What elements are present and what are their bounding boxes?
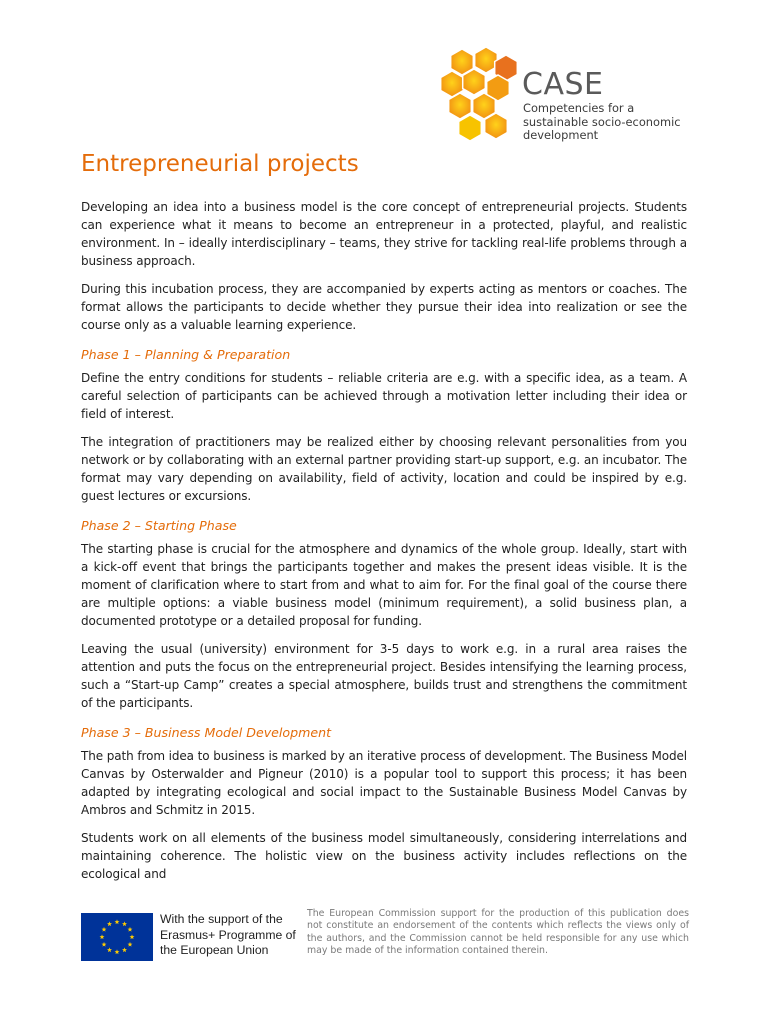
phase-1-heading: Phase 1 – Planning & Preparation [81, 347, 291, 362]
phase-2-paragraph: The starting phase is crucial for the atmosphere and dynamics of the whole group. Ideally, start with a kick-off event that brings the participants together and makes the present ideas visible. It is the moment of clarification where to start from and what to aim for. For the final goal of the course there are multiple options: a viable business model (minimum requirement), a solid business plan, a documented prototype or a detailed proposal for funding. [81, 542, 687, 628]
phase-3-paragraph: Students work on all elements of the business model simultaneously, considering interrelations and maintaining coherence. The holistic view on the business activity includes reflections on the ecological and [81, 831, 687, 881]
case-logo [440, 44, 690, 144]
phase-2-heading: Phase 2 – Starting Phase [81, 518, 237, 533]
intro-paragraph: During this incubation process, they are accompanied by experts acting as mentors or coaches. The format allows the participants to decide whether they pursue their idea into realization or see the course only as a valuable learning experience. [81, 282, 687, 332]
page-footer [81, 906, 691, 966]
phase-1-paragraph: The integration of practitioners may be realized either by choosing relevant personalities from you network or by collaborating with an external partner providing start-up support, e.g. an incubator. The format may vary depending on availability, field of activity, location and could be inspired by e.g. guest lectures or excursions. [81, 435, 687, 503]
honeycomb-logo-icon [440, 44, 522, 144]
logo-name: CASE [522, 67, 604, 102]
phase-3-paragraph: The path from idea to business is marked by an iterative process of development. The Business Model Canvas by Osterwalder and Pigneur (2010) is a popular tool to support this process; it has been adapted by integrating ecological and social impact to the Sustainable Business Model Canvas by Ambros and Schmitz in 2015. [81, 749, 687, 817]
intro-paragraph: Developing an idea into a business model is the core concept of entrepreneurial projects. Students can experience what it means to become an entrepreneur in a protected, playful, and realistic environment. In – ideally interdisciplinary – teams, they strive for tackling real-life problems through a business approach. [81, 200, 687, 268]
document-body [81, 198, 687, 893]
phase-1-paragraph: Define the entry conditions for students – reliable criteria are e.g. with a specific idea, as a team. A careful selection of participants can be achieved through a motivation letter including their idea or field of interest. [81, 371, 687, 421]
logo-hexagon [463, 69, 486, 95]
logo-hexagon [449, 93, 472, 119]
phase-3-heading: Phase 3 – Business Model Development [81, 725, 332, 740]
phase-2-paragraph: Leaving the usual (university) environment for 3-5 days to work e.g. in a rural area raises the attention and puts the focus on the entrepreneurial project. Besides intensifying the learning process, such a “Start-up Camp” creates a special atmosphere, builds trust and strengthens the commitment of the participants. [81, 642, 687, 710]
logo-hexagon [459, 115, 482, 141]
erasmus-support-text: With the support of the Erasmus+ Programme of the European Union [160, 912, 296, 957]
disclaimer-text: The European Commission support for the production of this publication does not constitute an endorsement of the contents which reflects the views only of the authors, and the Commission cannot be held responsible for any use which may be made of the information contained therein. [307, 908, 689, 957]
eu-flag-icon [81, 913, 153, 961]
logo-hexagon [485, 113, 508, 139]
logo-hexagon [475, 47, 498, 73]
logo-tagline: Competencies for a sustainable socio-economic development [523, 101, 681, 142]
page-title: Entrepreneurial projects [81, 151, 359, 177]
